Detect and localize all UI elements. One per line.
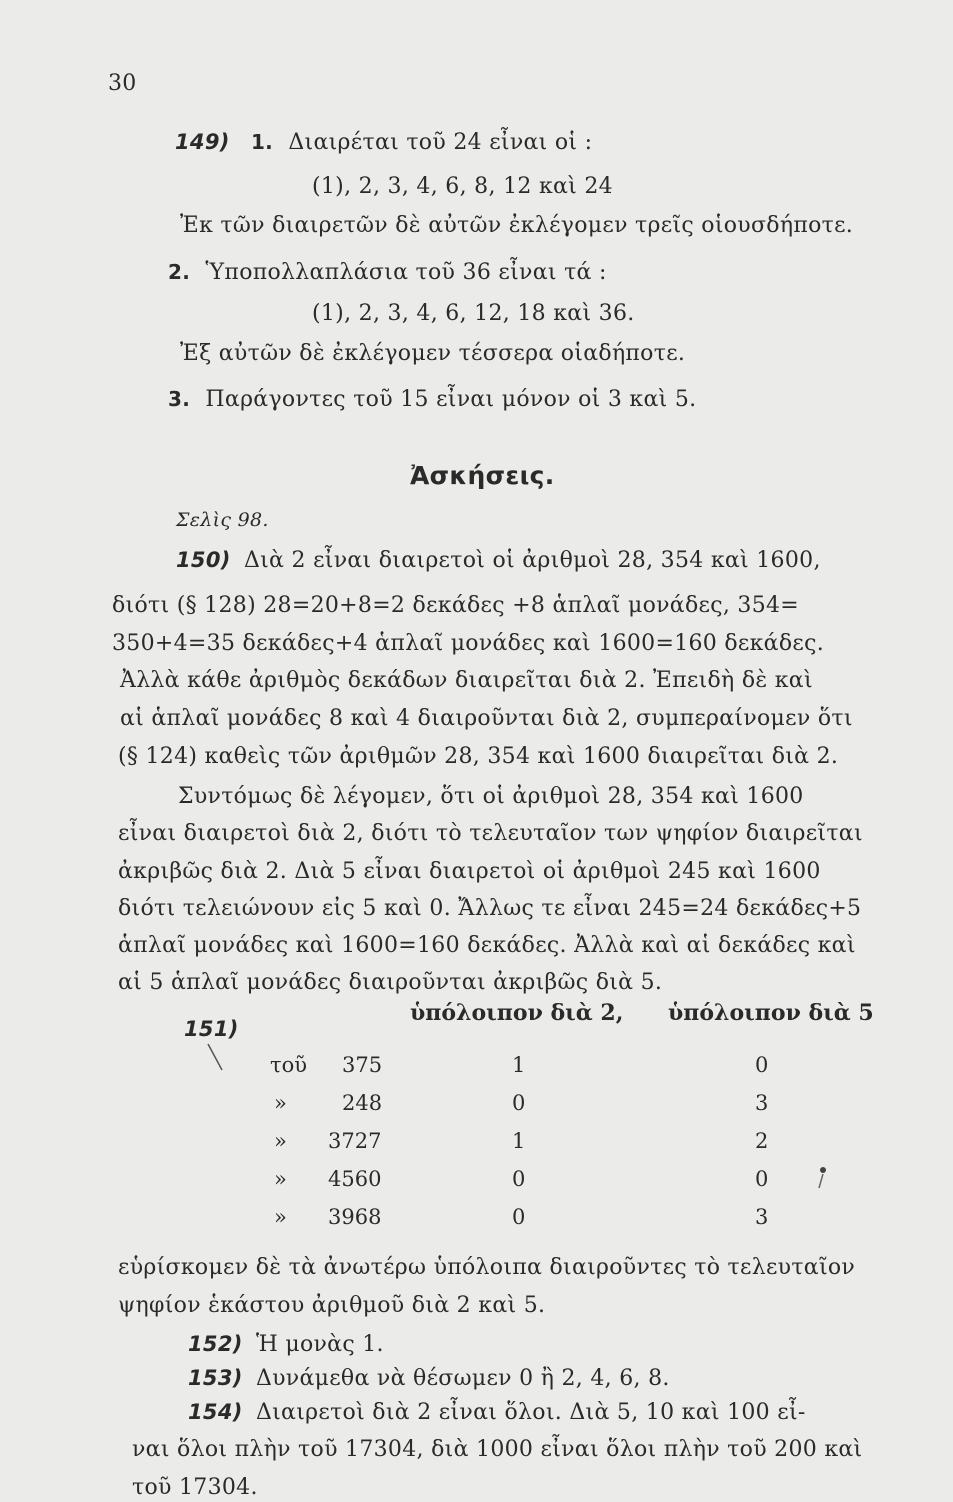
table-cell-remainder-5: 3 [755, 1091, 769, 1115]
exercise-152 [188, 1330, 384, 1359]
submultiple-list: (1), 2, 3, 4, 6, 12, 18 καὶ 36. [312, 301, 635, 326]
table-cell-remainder-5: 3 [755, 1205, 769, 1229]
paragraph-line: ἀκριβῶς διὰ 2. Διὰ 5 εἶναι διαιρετοὶ οἱ ἀριθμοὶ 245 καὶ 1600 [118, 859, 821, 884]
page-reference: Σελὶς 98. [176, 509, 269, 531]
paragraph-line: ναι ὅλοι πλὴν τοῦ 17304, διὰ 1000 εἶναι ὅλοι πλὴν τοῦ 200 καὶ [132, 1437, 863, 1462]
table-row-prefix: » [274, 1091, 287, 1115]
item-text: Διαιρέται τοῦ 24 εἶναι οἱ : [288, 130, 593, 155]
exercise-number: 149) [175, 130, 230, 154]
exercise-number: 153) [188, 1366, 243, 1390]
paragraph-line: Ἀλλὰ κάθε ἀριθμὸς δεκάδων διαιρεῖται διὰ 2. Ἐπειδὴ δὲ καὶ [120, 668, 813, 693]
paragraph-line: διότι τελειώνουν εἰς 5 καὶ 0. Ἄλλως τε εἶναι 245=24 δεκάδες+5 [118, 896, 862, 921]
table-cell-number: 4560 [328, 1167, 382, 1191]
paragraph-line: 350+4=35 δεκάδες+4 ἁπλαῖ μονάδες καὶ 1600=160 δεκάδες. [112, 631, 824, 656]
table-row-prefix: » [274, 1205, 287, 1229]
exercise-154-line-1 [188, 1398, 806, 1427]
paragraph-line: αἱ 5 ἁπλαῖ μονάδες διαιροῦνται ἀκριβῶς διὰ 5. [118, 970, 663, 995]
table-cell-remainder-5: 0 [755, 1053, 769, 1077]
paragraph-line: ἁπλαῖ μονάδες καὶ 1600=160 δεκάδες. Ἀλλὰ καὶ αἱ δεκάδες καὶ [118, 933, 856, 958]
table-cell-number: 375 [342, 1053, 383, 1077]
stray-pencil-mark [204, 1040, 234, 1080]
table-cell-remainder-2: 1 [512, 1129, 526, 1153]
table-cell-number: 3727 [328, 1129, 382, 1153]
paragraph-line: (§ 124) καθεὶς τῶν ἀριθμῶν 28, 354 καὶ 1600 διαιρεῖται διὰ 2. [118, 744, 839, 769]
paragraph-line: διότι (§ 128) 28=20+8=2 δεκάδες +8 ἁπλαῖ μονάδες, 354= [112, 593, 800, 618]
section-heading: Ἀσκήσεις. [410, 461, 555, 490]
page-number: 30 [108, 71, 137, 96]
table-cell-remainder-2: 0 [512, 1205, 526, 1229]
paragraph-line: τοῦ 17304. [132, 1475, 258, 1500]
paragraph-line: ψηφίον ἑκάστου ἀριθμοῦ διὰ 2 καὶ 5. [118, 1293, 546, 1318]
table-cell-number: 3968 [328, 1205, 382, 1229]
paragraph-line: Διὰ 2 εἶναι διαιρετοὶ οἱ ἀριθμοὶ 28, 354 καὶ 1600, [243, 548, 821, 573]
table-cell-remainder-5: 2 [755, 1129, 769, 1153]
exercise-153 [188, 1364, 670, 1393]
divisor-list: (1), 2, 3, 4, 6, 8, 12 καὶ 24 [312, 174, 613, 199]
paragraph-line: εὑρίσκομεν δὲ τὰ ἀνωτέρω ὑπόλοιπα διαιροῦντες τὸ τελευταῖον [118, 1255, 856, 1280]
column-header-remainder-5: ὑπόλοιπον διὰ 5 [668, 1000, 874, 1026]
item-text: Παράγοντες τοῦ 15 εἶναι μόνον οἱ 3 καὶ 5. [205, 387, 697, 412]
item-number: 2. [168, 260, 191, 284]
table-cell-remainder-5: 0 [755, 1167, 769, 1191]
paragraph-line: Συντόμως δὲ λέγομεν, ὅτι οἱ ἀριθμοὶ 28, 354 καὶ 1600 [178, 784, 804, 809]
divisor-note: Ἐκ τῶν διαιρετῶν δὲ αὐτῶν ἐκλέγομεν τρεῖς οἱουσδήποτε. [180, 213, 854, 238]
submultiple-note: Ἐξ αὐτῶν δὲ ἐκλέγομεν τέσσερα οἱαδήποτε. [180, 341, 686, 366]
table-row-prefix: » [274, 1129, 287, 1153]
exercise-text: Ἡ μονὰς 1. [255, 1332, 384, 1357]
exercise-150-line-1 [176, 546, 821, 575]
item-text: Ὑποπολλαπλάσια τοῦ 36 εἶναι τά : [205, 260, 607, 285]
paragraph-line: αἱ ἁπλαῖ μονάδες 8 καὶ 4 διαιροῦνται διὰ 2, συμπεραίνομεν ὅτι [120, 706, 853, 731]
exercise-149-item-2 [168, 258, 607, 287]
exercise-149-item-3 [168, 385, 696, 414]
paragraph-line: εἶναι διαιρετοὶ διὰ 2, διότι τὸ τελευταῖον των ψηφίον διαιρεῖται [118, 821, 863, 846]
exercise-text: Δυνάμεθα νὰ θέσωμεν 0 ἢ 2, 4, 6, 8. [255, 1366, 670, 1391]
item-number: 1. [250, 130, 274, 154]
exercise-number: 154) [188, 1400, 243, 1424]
table-cell-remainder-2: 0 [512, 1167, 526, 1191]
exercise-149-line-1 [175, 128, 592, 157]
table-cell-remainder-2: 0 [512, 1091, 526, 1115]
column-header-remainder-2: ὑπόλοιπον διὰ 2, [410, 1000, 624, 1026]
exercise-text: Διαιρετοὶ διὰ 2 εἶναι ὅλοι. Διὰ 5, 10 καὶ 100 εἶ- [255, 1400, 806, 1425]
item-number: 3. [168, 387, 191, 411]
table-cell-remainder-2: 1 [512, 1053, 526, 1077]
table-cell-number: 248 [342, 1091, 383, 1115]
table-row-prefix: τοῦ [270, 1053, 308, 1077]
exercise-number: 152) [188, 1332, 243, 1356]
exercise-number: 151) [184, 1017, 239, 1041]
stray-ink-spot [815, 1160, 835, 1190]
exercise-number: 150) [176, 548, 231, 572]
table-row-prefix: » [274, 1167, 287, 1191]
